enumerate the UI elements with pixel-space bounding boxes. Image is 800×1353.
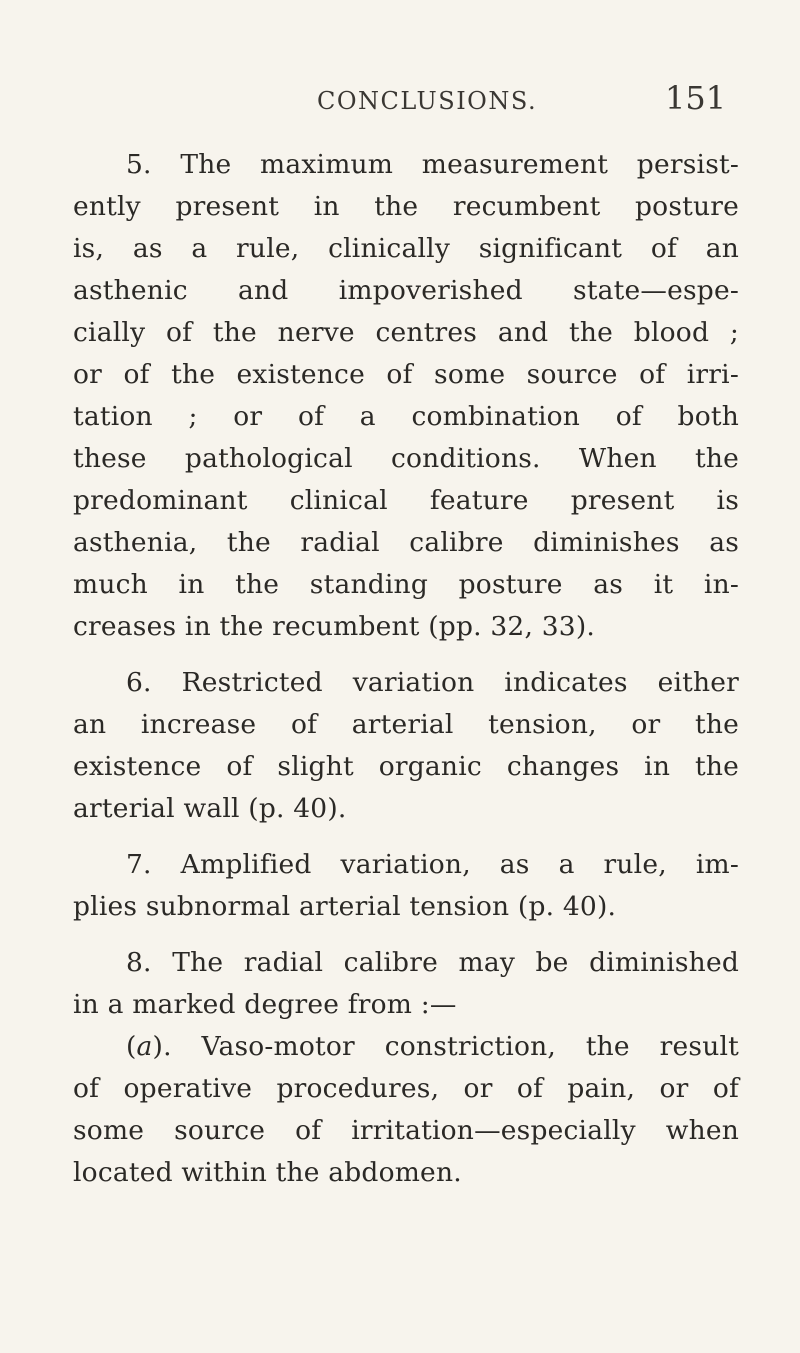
paragraph-5-line-6: or of the existence of some source of irri- xyxy=(73,359,739,390)
paragraph-5-line-3: is, as a rule, clinically significant of an xyxy=(73,233,739,264)
paragraph-8a-line-3: some source of irritation—especially when xyxy=(73,1115,739,1146)
paragraph-6-line-1: 6. Restricted variation indicates either xyxy=(126,667,739,698)
paragraph-5-line-9: predominant clinical feature present is xyxy=(73,485,739,516)
paragraph-8a-line-2: of operative procedures, or of pain, or of xyxy=(73,1073,739,1104)
paragraph-8-line-1: 8. The radial calibre may be diminished xyxy=(126,947,739,978)
paragraph-5-line-8: these pathological conditions. When the xyxy=(73,443,739,474)
paragraph-5-line-5: cially of the nerve centres and the blood ; xyxy=(73,317,739,348)
paragraph-8a-line-4: located within the abdomen. xyxy=(73,1157,462,1188)
paragraph-5-line-10: asthenia, the radial calibre diminishes as xyxy=(73,527,739,558)
paragraph-5-line-12: creases in the recumbent (pp. 32, 33). xyxy=(73,611,596,642)
paragraph-6-line-4: arterial wall (p. 40). xyxy=(73,793,347,824)
paragraph-6-line-2: an increase of arterial tension, or the xyxy=(73,709,739,740)
paragraph-8-line-2: in a marked degree from :— xyxy=(73,989,457,1020)
page-number: 151 xyxy=(665,79,727,117)
paragraph-5-line-4: asthenic and impoverished state—espe- xyxy=(73,275,739,306)
paragraph-8a-line-1: (a). Vaso-motor constriction, the result xyxy=(126,1031,739,1062)
paragraph-7-line-2: plies subnormal arterial tension (p. 40). xyxy=(73,891,617,922)
paragraph-6-line-3: existence of slight organic changes in the xyxy=(73,751,739,782)
paragraph-7-line-1: 7. Amplified variation, as a rule, im- xyxy=(126,849,739,880)
paragraph-5-line-11: much in the standing posture as it in- xyxy=(73,569,739,600)
running-head: CONCLUSIONS. xyxy=(317,87,538,115)
paragraph-5-line-7: tation ; or of a combination of both xyxy=(73,401,739,432)
paragraph-5-line-2: ently present in the recumbent posture xyxy=(73,191,739,222)
paragraph-5-line-1: 5. The maximum measurement persist- xyxy=(126,149,739,180)
